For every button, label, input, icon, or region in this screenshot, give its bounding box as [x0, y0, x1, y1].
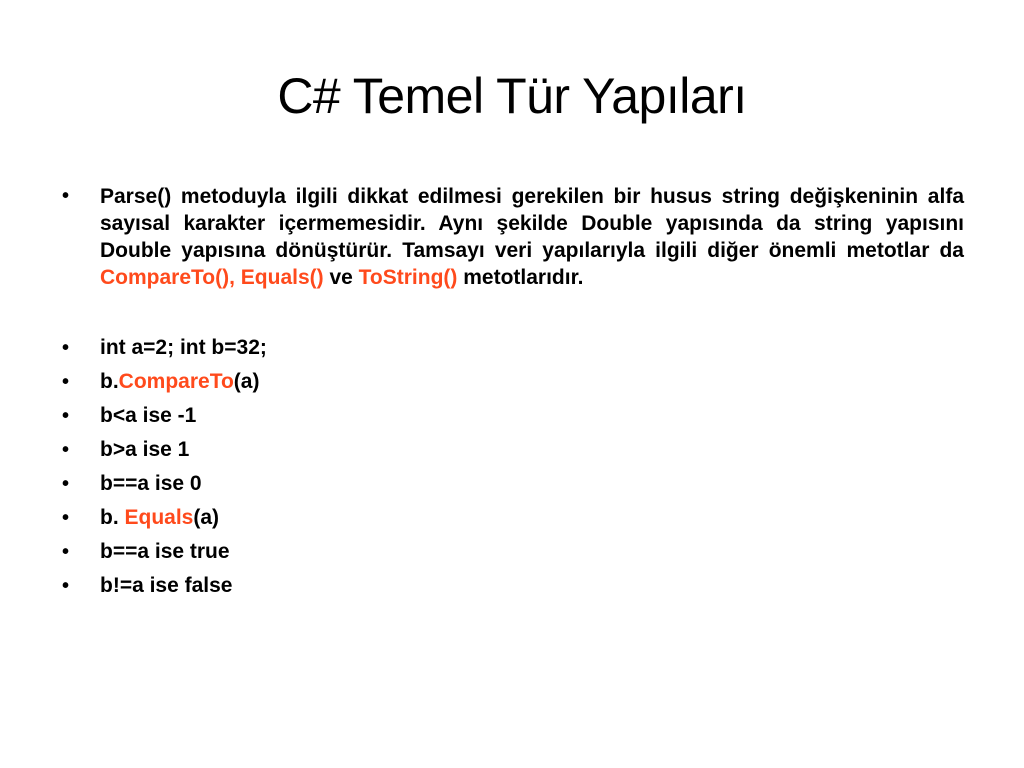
list-item-pre: b. [100, 370, 119, 393]
list-item-text: b<a ise -1 [100, 404, 197, 427]
bullet-icon: • [62, 575, 70, 597]
list-item-accent: CompareTo [118, 370, 234, 393]
paragraph-accent-methods: CompareTo(), Equals() [100, 266, 324, 289]
slide-title: C# Temel Tür Yapıları [277, 68, 747, 124]
list-item-text: int a=2; int b=32; [100, 336, 267, 359]
bullet-icon: • [62, 185, 70, 207]
list-item-less [62, 399, 964, 433]
bullet-icon: • [62, 507, 70, 529]
bullet-icon: • [62, 439, 70, 461]
bullet-icon: • [62, 405, 70, 427]
list-item-text: b>a ise 1 [100, 438, 190, 461]
list-item-true [62, 535, 964, 569]
paragraph-text [100, 183, 964, 291]
list-item-equal [62, 467, 964, 501]
bullet-icon: • [62, 473, 70, 495]
paragraph-mid: ve [323, 266, 359, 289]
list-item-false [62, 569, 964, 603]
list-item-text: b==a ise true [100, 540, 230, 563]
spacer [62, 291, 964, 331]
list-item-accent: Equals [124, 506, 194, 529]
list-item-declaration [62, 331, 964, 365]
list-item-text: b!=a ise false [100, 574, 233, 597]
slide-content [62, 183, 964, 603]
list-item-compareto [62, 365, 964, 399]
paragraph-accent-tostring: ToString() [358, 266, 458, 289]
bullet-paragraph [62, 183, 964, 291]
list-item-greater [62, 433, 964, 467]
list-item-pre: b. [100, 506, 125, 529]
list-item-post: (a) [233, 370, 260, 393]
bullet-icon: • [62, 371, 70, 393]
bullet-icon: • [62, 337, 70, 359]
paragraph-end: metotlarıdır. [457, 266, 584, 289]
list-item-post: (a) [193, 506, 220, 529]
list-item-text: b==a ise 0 [100, 472, 202, 495]
bullet-icon: • [62, 541, 70, 563]
paragraph-main: Parse() metoduyla ilgili dikkat edilmesi gerekilen bir husus string değişkeninin alfa sayısal karakter içermemesidir. Aynı şekilde Double yapısında da string yapısını Double yapısına dönüştürür. Tamsayı veri yapılarıyla ilgili diğer önemli metotlar da [100, 185, 964, 262]
list-item-equals [62, 501, 964, 535]
